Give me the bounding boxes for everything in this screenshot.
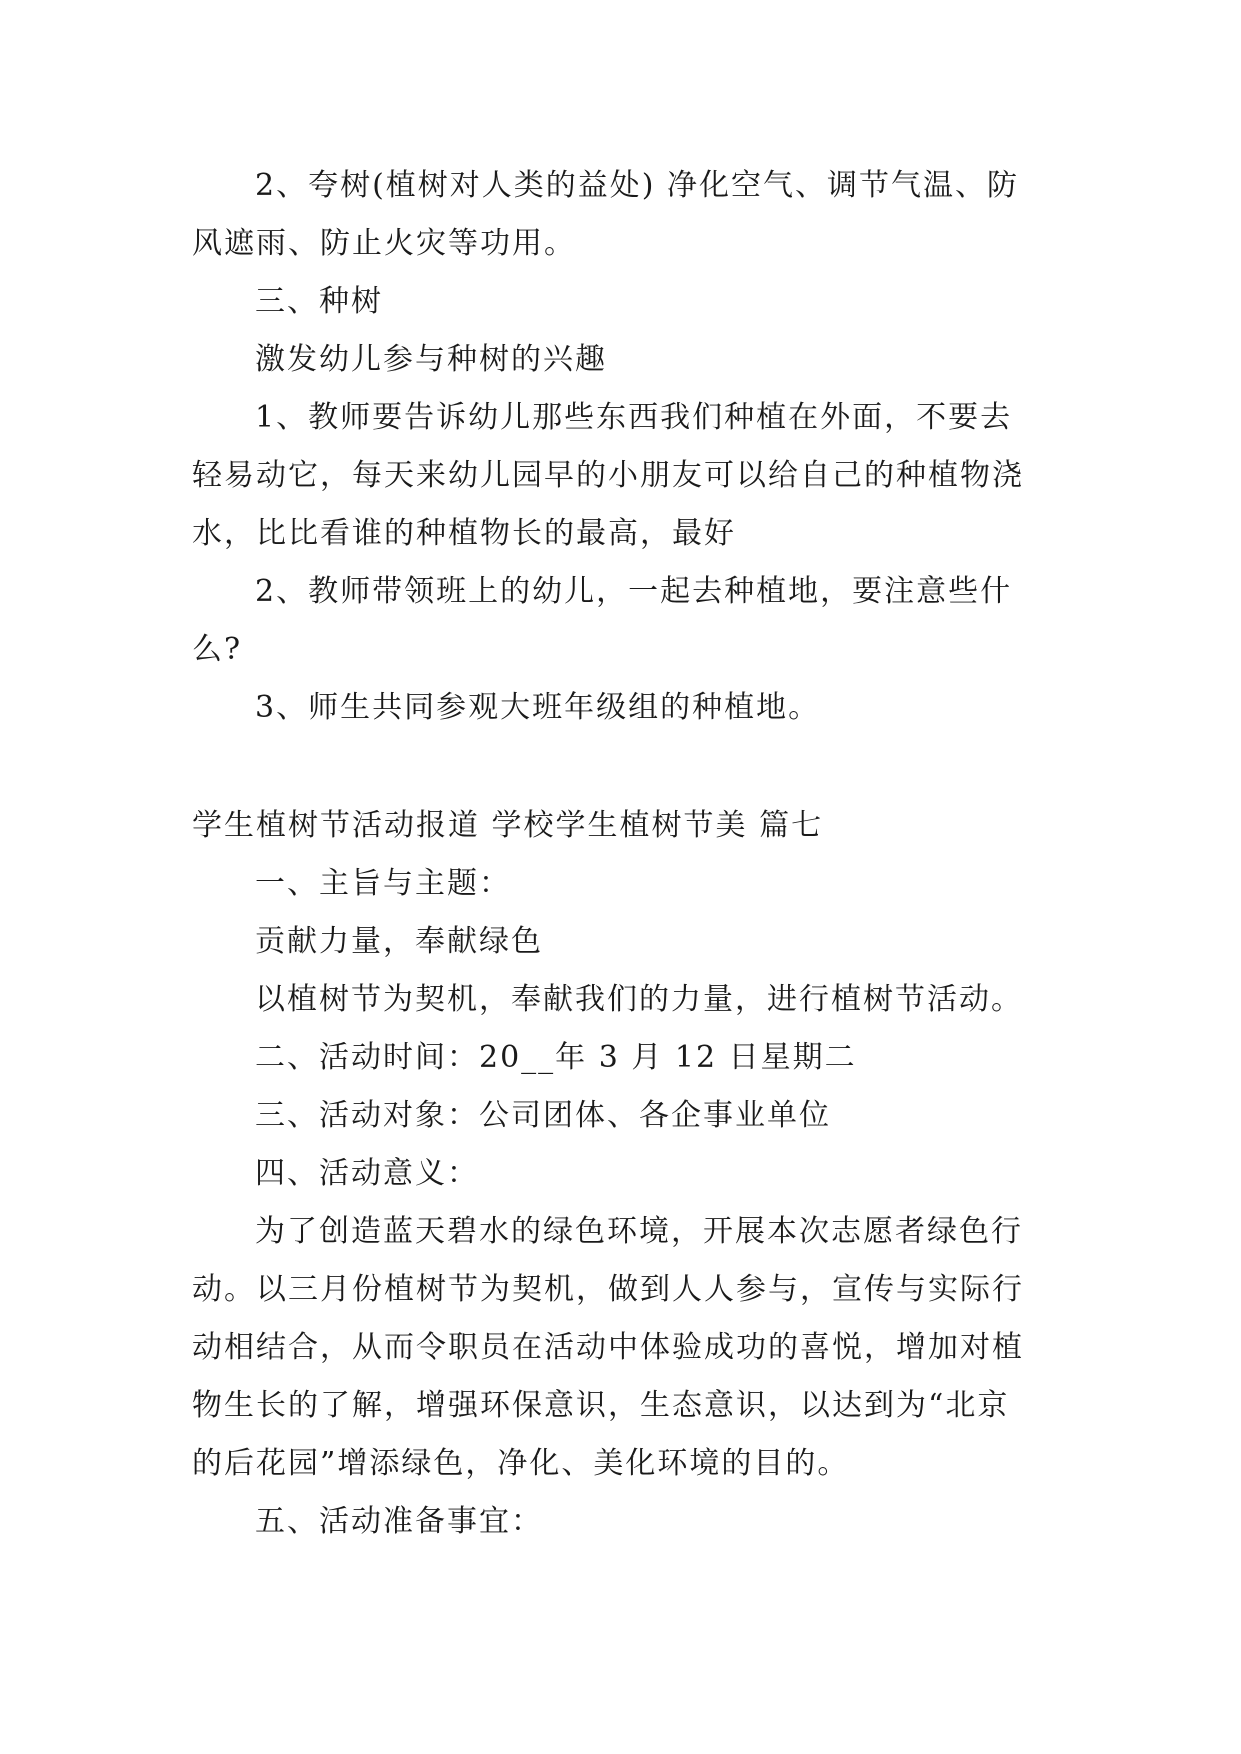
paragraph-line: 水，比比看谁的种植物长的最高，最好 xyxy=(192,516,736,551)
paragraph-line: 风遮雨、防止火灾等功用。 xyxy=(192,226,576,261)
paragraph-line: 物生长的了解，增强环保意识，生态意识，以达到为“北京 xyxy=(192,1388,1010,1423)
paragraph-line: 为了创造蓝天碧水的绿色环境，开展本次志愿者绿色行 xyxy=(255,1214,1023,1249)
paragraph-line: 1、教师要告诉幼儿那些东西我们种植在外面，不要去 xyxy=(255,400,1013,435)
paragraph-line: 2、夸树(植树对人类的益处) 净化空气、调节气温、防 xyxy=(255,168,1020,203)
section-heading: 三、活动对象：公司团体、各企事业单位 xyxy=(255,1098,831,1133)
paragraph-line: 2、教师带领班上的幼儿，一起去种植地，要注意些什 xyxy=(255,574,1013,609)
section-heading: 一、主旨与主题： xyxy=(255,866,511,901)
paragraph-line: 激发幼儿参与种树的兴趣 xyxy=(255,342,607,377)
section-heading: 四、活动意义： xyxy=(255,1156,479,1191)
section-heading: 五、活动准备事宜： xyxy=(255,1504,543,1539)
section-heading: 二、活动时间：20__年 3 月 12 日星期二 xyxy=(255,1040,857,1075)
paragraph-line: 么? xyxy=(192,632,243,667)
paragraph-line: 的后花园”增添绿色，净化、美化环境的目的。 xyxy=(192,1446,850,1481)
paragraph-line: 3、师生共同参观大班年级组的种植地。 xyxy=(255,690,821,725)
paragraph-line: 以植树节为契机，奉献我们的力量，进行植树节活动。 xyxy=(255,982,1023,1017)
paragraph-line: 动。以三月份植树节为契机，做到人人参与，宣传与实际行 xyxy=(192,1272,1024,1307)
article-title: 学生植树节活动报道 学校学生植树节美 篇七 xyxy=(192,808,824,843)
paragraph-line: 动相结合，从而令职员在活动中体验成功的喜悦，增加对植 xyxy=(192,1330,1024,1365)
paragraph-line: 轻易动它，每天来幼儿园早的小朋友可以给自己的种植物浇 xyxy=(192,458,1024,493)
paragraph-line: 贡献力量，奉献绿色 xyxy=(255,924,543,959)
section-heading: 三、种树 xyxy=(255,284,383,319)
